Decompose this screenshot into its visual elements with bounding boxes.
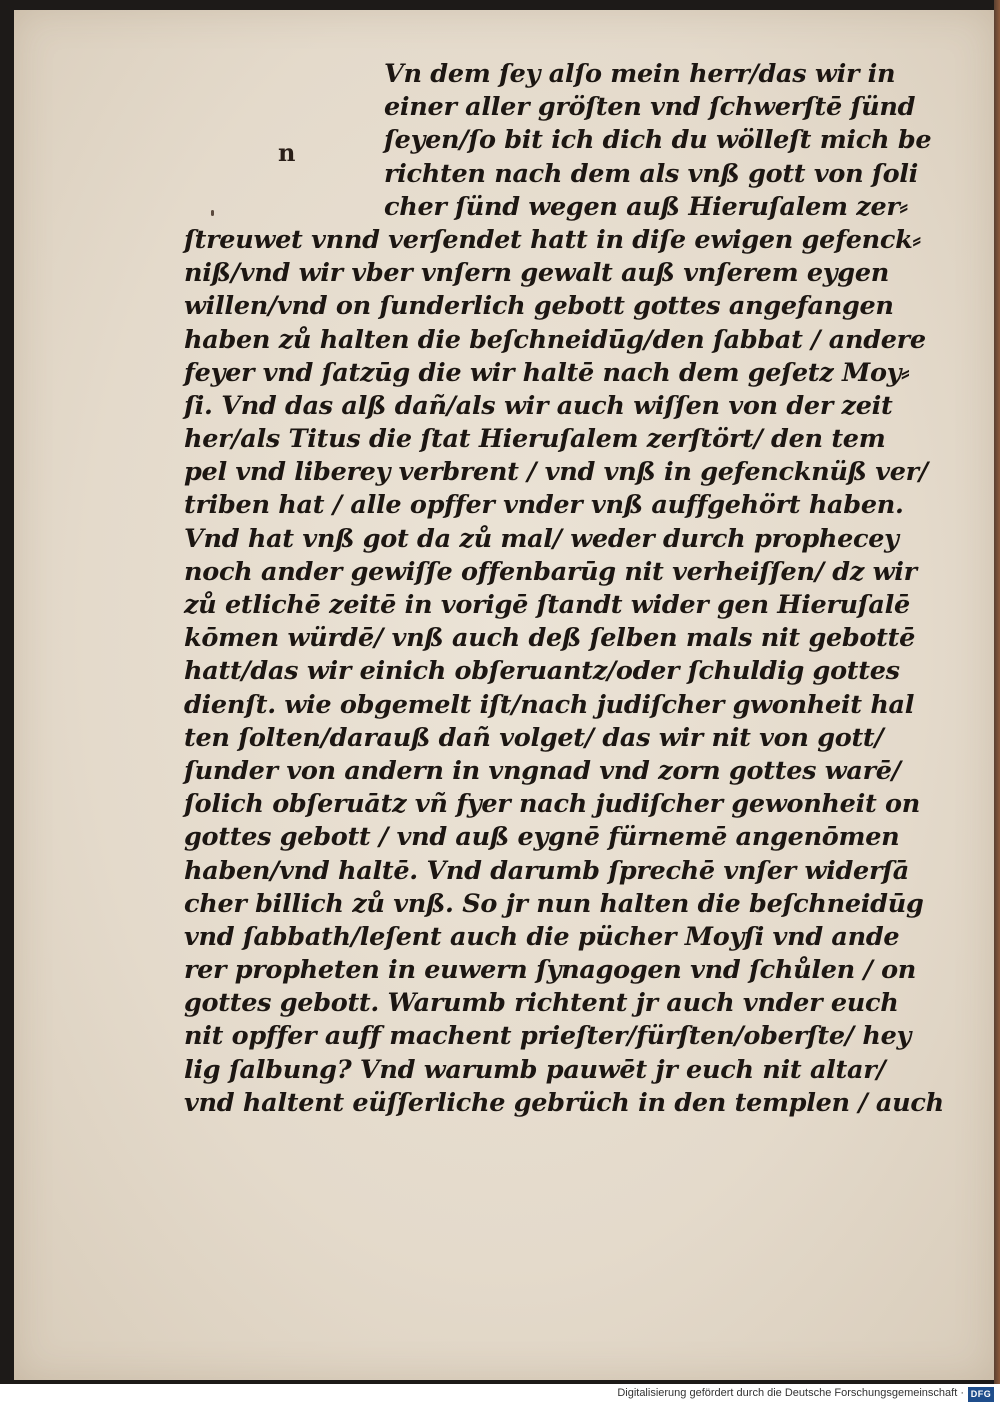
marginal-note: n	[278, 138, 296, 167]
text-line: hatt/das wir einich obſeruantz/oder ſchuldig gottes	[184, 656, 900, 687]
text-line: vnd haltent eüſſerliche gebrüch in den templen / auch	[184, 1087, 944, 1118]
text-line: ſolich obſeruātz vñ fyer nach judiſcher gewonheit on	[184, 789, 920, 820]
text-line: Vn dem ſey alſo mein herr/das wir in	[384, 59, 896, 89]
text-line: einer aller gröſten vnd ſchwerſtē ſünd	[384, 92, 916, 123]
text-line: pel vnd liberey verbrent / vnd vnß in gefencknüß ver/	[184, 457, 928, 488]
text-line: ſtreuwet vnnd verſendet hatt in diſe ewigen gefenck⸗	[184, 224, 921, 255]
text-line: cher billich zů vnß. So jr nun halten die beſchneidūg	[184, 888, 924, 919]
footer-bar	[0, 1384, 1000, 1406]
text-line: kōmen würdē/ vnß auch deß ſelben mals nit gebottē	[184, 623, 916, 654]
text-line: triben hat / alle opffer vnder vnß auffgehört haben.	[184, 490, 904, 521]
text-line: gottes gebott. Warumb richtent jr auch vnder euch	[184, 988, 899, 1019]
text-line: noch ander gewiſſe offenbarūg nit verheiſſen/ dz wir	[184, 556, 917, 587]
text-line: richten nach dem als vnß gott von ſoli	[384, 158, 919, 189]
text-line: ſi. Vnd das alß dañ/als wir auch wiſſen von der zeit	[184, 390, 893, 421]
text-line: dienſt. wie obgemelt iſt/nach judiſcher gwonheit hal	[184, 689, 915, 720]
text-line: ſeyen/ſo bit ich dich du wölleſt mich be	[384, 125, 932, 156]
text-line: ten ſolten/darauß dañ volget/ das wir nit von gott/	[184, 722, 884, 753]
text-line: willen/vnd on ſunderlich gebott gottes angefangen	[184, 291, 894, 322]
text-line: nit opffer auff machent prieſter/fürſten/oberſte/ hey	[184, 1021, 912, 1052]
page-text	[184, 58, 944, 1120]
text-line: rer propheten in euwern ſynagogen vnd ſchůlen / on	[184, 955, 917, 986]
text-line: zů etlichē zeitē in vorigē ſtandt wider gen Hieruſalē	[184, 590, 910, 620]
funding-credit-link[interactable]: Digitalisierung gefördert durch die Deutsche Forschungsgemeinschaft ·	[617, 1387, 964, 1399]
text-line: haben/vnd haltē. Vnd darumb ſprechē vnſer widerſā	[184, 855, 909, 886]
text-line: vnd ſabbath/leſent auch die pücher Moyſi vnd ande	[184, 921, 900, 952]
text-line: haben zů halten die beſchneidūg/den ſabbat / andere	[184, 324, 926, 355]
text-line: niß/vnd wir vber vnſern gewalt auß vnſerem eygen	[184, 258, 890, 289]
text-line: lig ſalbung? Vnd warumb pauwēt jr euch nit altar/	[184, 1054, 886, 1085]
text-line: ſunder von andern in vngnad vnd zorn gottes warē/	[184, 755, 901, 786]
dfg-logo[interactable]: DFG	[968, 1387, 994, 1402]
text-line: her/als Titus die ſtat Hieruſalem zerſtört/ den tem	[184, 424, 886, 455]
text-line: feyer vnd ſatzūg die wir haltē nach dem geſetz Moy⸗	[184, 357, 910, 388]
text-line: cher ſünd wegen auß Hieruſalem zer⸗	[384, 191, 908, 222]
text-line: gottes gebott / vnd auß eygnē fürnemē angenōmen	[184, 822, 900, 853]
text-line: Vnd hat vnß got da zů mal/ weder durch prophecey	[184, 523, 899, 554]
book-page	[14, 10, 994, 1380]
page-edge	[994, 0, 1000, 1384]
